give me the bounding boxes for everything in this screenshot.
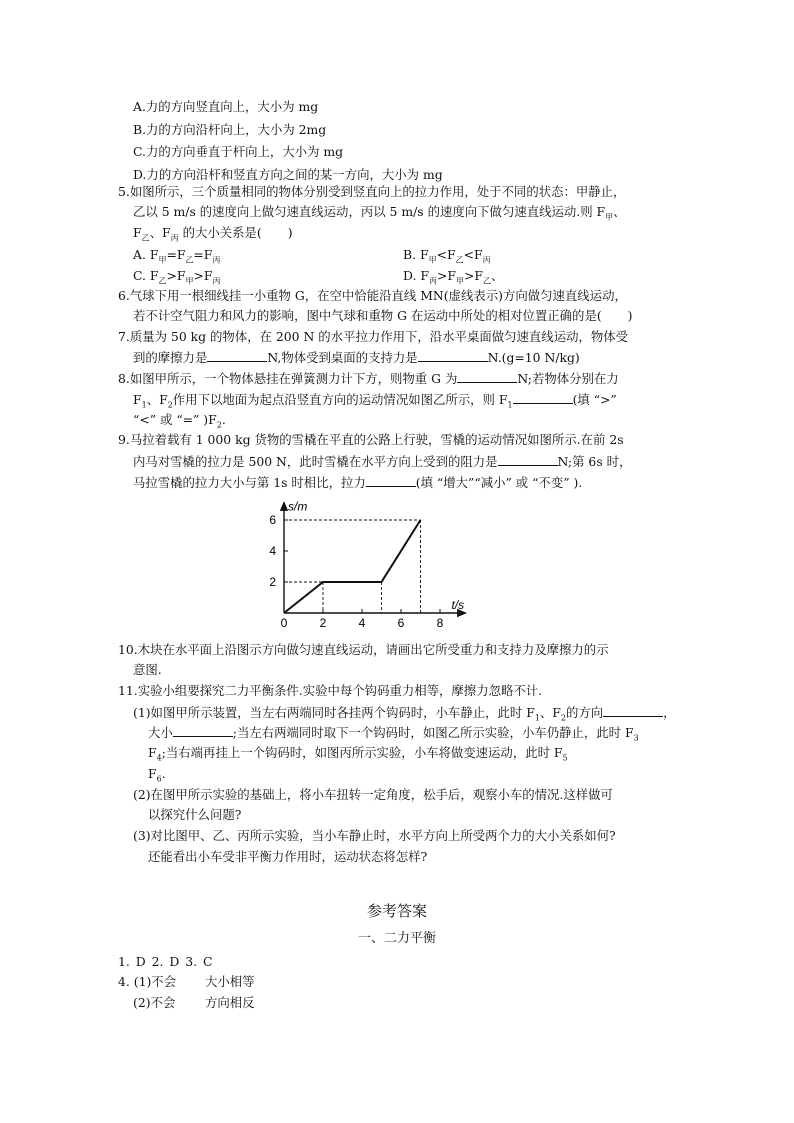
q5-line2: 乙以 5 m/s 的速度向上做匀速直线运动，丙以 5 m/s 的速度向下做匀速直线运动.则 $F_甲$、 [133,204,626,222]
q9-line3: 马拉雪橇的拉力大小与第 1s 时相比，拉力 (填 “增大”“减小” 或 “不变” ). [133,475,583,490]
q8-line2: $F_1$、$F_2$作用下以地面为起点沿竖直方向的运动情况如图乙所示，则 $F_1$ (填 “>” [133,392,617,410]
answers-row-3-b: 方向相反 [205,995,255,1010]
q7-blank-support[interactable] [418,348,488,362]
q11-line1: 11.实验小组要探究二力平衡条件.实验中每个钩码重力相等，摩擦力忽略不计. [118,683,543,698]
q4-option-a: A.力的方向竖直向上，大小为 mg [133,99,319,114]
q11-p3-line2: 还能看出小车受非平衡力作用时，运动状态将怎样? [148,849,428,864]
y-axis-label: s/m [288,499,308,514]
q11-blank-direction[interactable] [603,703,663,717]
q7-line1: 7.质量为 50 kg 的物体，在 200 N 的水平拉力作用下，沿水平桌面做匀速直线运动，物体受 [118,329,629,344]
y-tick-label: 6 [269,513,276,527]
x-axis-label: t/s [451,598,465,612]
x-tick-label: 6 [397,616,405,630]
answers-row-2-a: 4. (1)不会 [118,974,177,989]
q7-blank-friction[interactable] [207,348,267,362]
q11-p3-line1: (3)对比图甲、乙、丙所示实验，当小车静止时，水平方向上所受两个力的大小关系如何? [133,828,616,843]
st-graph [258,497,498,632]
q8-blank-compare[interactable] [513,390,573,404]
q11-p1-line1: (1)如图甲所示装置，当左右两端同时各挂两个钩码时，小车静止，此时 $F_1$、$F_2$的方向 ， [133,705,676,723]
q10-line1: 10.木块在水平面上沿图示方向做匀速直线运动，请画出它所受重力和支持力及摩擦力的示 [118,642,609,657]
answers-row-1: 1. D 2. D 3. C [118,954,213,969]
q9-blank-resistance[interactable] [498,452,558,466]
q10-line2: 意图. [133,662,162,677]
q11-p1-line2: 大小 ;当左右两端同时取下一个钩码时，如图乙所示实验，小车仍静止，此时 $F_3$ [148,725,639,743]
q11-p2-line1: (2)在图甲所示实验的基础上，将小车扭转一定角度，松手后，观察小车的情况.这样做可 [133,787,613,802]
answers-section-title: 一、二力平衡 [357,931,436,946]
q4-option-b: B.力的方向沿杆向上，大小为 2mg [133,122,327,137]
q11-p2-line2: 以探究什么问题? [148,807,242,822]
q5-line3: $F_乙$、$F_丙$ 的大小关系是( ) [133,225,293,243]
q5-option-b: B. $F_甲<F_乙<F_丙$ [403,247,491,265]
x-tick-label: 4 [358,616,366,630]
x-tick-label: 2 [319,616,327,630]
q11-p1-line4: $F_6$. [148,766,166,784]
q5-line1: 5.如图所示，三个质量相同的物体分别受到竖直向上的拉力作用，处于不同的状态：甲静止， [118,184,626,199]
q5-option-c: C. $F_乙>F_甲>F_丙$ [133,268,221,286]
y-tick-label: 4 [269,544,276,558]
q8-line1: 8.如图甲所示，一个物体悬挂在弹簧测力计下方，则物重 G 为 N;若物体分别在力 [118,371,619,386]
x-tick-label: 0 [280,616,288,630]
q9-blank-pull[interactable] [366,473,416,487]
q6-line2: 若不计空气阻力和风力的影响，图中气球和重物 G 在运动中所处的相对位置正确的是( ) [133,308,633,323]
q11-blank-magnitude[interactable] [173,723,233,737]
answers-row-2-b: 大小相等 [205,974,255,989]
answers-title: 参考答案 [366,902,427,920]
q7-line2: 到的摩擦力是 N,物体受到桌面的支持力是 N.(g=10 N/kg) [133,350,580,365]
q8-line3: “<” 或 “=” )$F_2$. [133,412,226,430]
q9-line2: 内马对雪橇的拉力是 500 N，此时雪橇在水平方向上受到的阻力是 N;第 6s 时， [133,454,632,469]
q4-option-d: D.力的方向沿杆和竖直方向之间的某一方向，大小为 mg [133,167,443,182]
answers-row-3-a: (2)不会 [133,995,176,1010]
x-tick-label: 8 [436,616,444,630]
q5-option-a: A. $F_甲=F_乙=F_丙$ [133,247,221,265]
series-line [284,520,421,613]
q6-line1: 6.气球下用一根细线挂一小重物 G，在空中恰能沿直线 MN(虚线表示)方向做匀速直线运动， [118,288,627,303]
q4-option-c: C.力的方向垂直于杆向上，大小为 mg [133,144,344,159]
q8-blank-weight[interactable] [457,369,517,383]
q5-option-d: D. $F_丙>F_甲>F_乙$、 [403,268,504,286]
q9-line1: 9.马拉着载有 1 000 kg 货物的雪橇在平直的公路上行驶，雪橇的运动情况如图所示.在前 2s [118,432,624,447]
q11-p1-line3: $F_4$;当右端再挂上一个钩码时，如图丙所示实验，小车将做变速运动，此时 $F_5$ [148,745,568,763]
y-tick-label: 2 [269,575,276,589]
